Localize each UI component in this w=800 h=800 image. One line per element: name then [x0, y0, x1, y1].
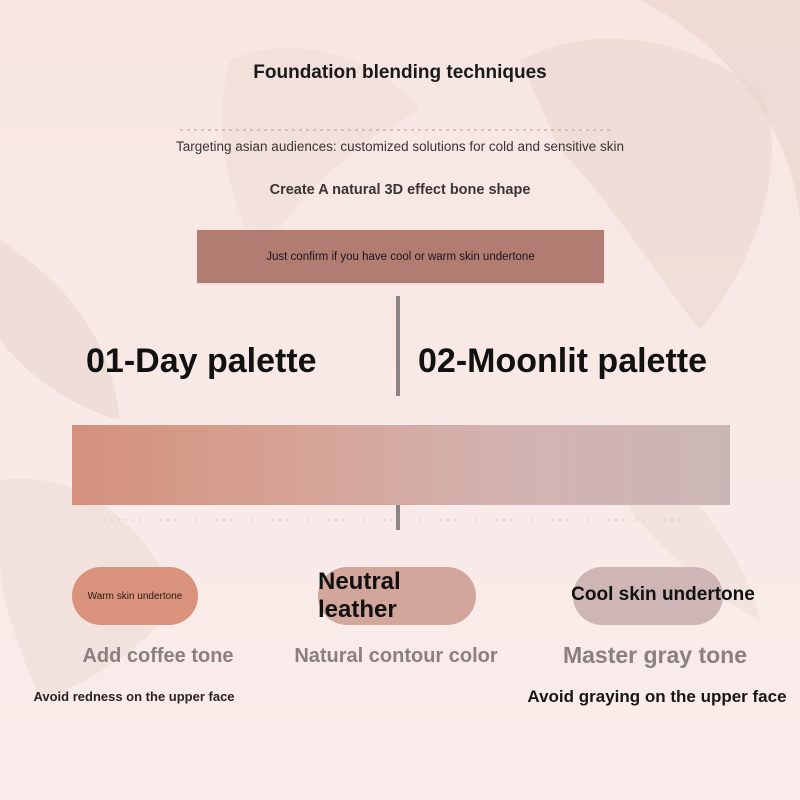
page-tagline: Create A natural 3D effect bone shape — [269, 182, 531, 198]
warm-description: Add coffee tone — [82, 645, 234, 667]
neutral-leather-pill — [318, 567, 476, 625]
undertone-banner-label: Just confirm if you have cool or warm skin undertone — [266, 250, 535, 263]
center-divider-bottom — [396, 505, 400, 530]
shade-gradient-bar — [72, 425, 730, 505]
moonlit-palette-title: 02-Moonlit palette — [418, 342, 708, 380]
cool-undertone-label: Cool skin undertone — [571, 584, 755, 605]
day-palette-title: 01-Day palette — [86, 342, 317, 380]
warm-undertone-pill — [72, 567, 198, 625]
center-divider-top — [396, 296, 400, 396]
neutral-leather-label: Neutral leather — [318, 568, 401, 623]
cool-description: Master gray tone — [562, 642, 748, 668]
undertone-banner — [197, 230, 604, 283]
page-subtitle: Targeting asian audiences: customized solutions for cold and sensitive skin — [176, 139, 624, 154]
page-title: Foundation blending techniques — [253, 62, 547, 83]
neutral-description: Natural contour color — [294, 645, 498, 667]
warm-undertone-label: Warm skin undertone — [87, 590, 183, 602]
cool-note: Avoid graying on the upper face — [527, 687, 787, 706]
warm-note: Avoid redness on the upper face — [33, 689, 235, 704]
